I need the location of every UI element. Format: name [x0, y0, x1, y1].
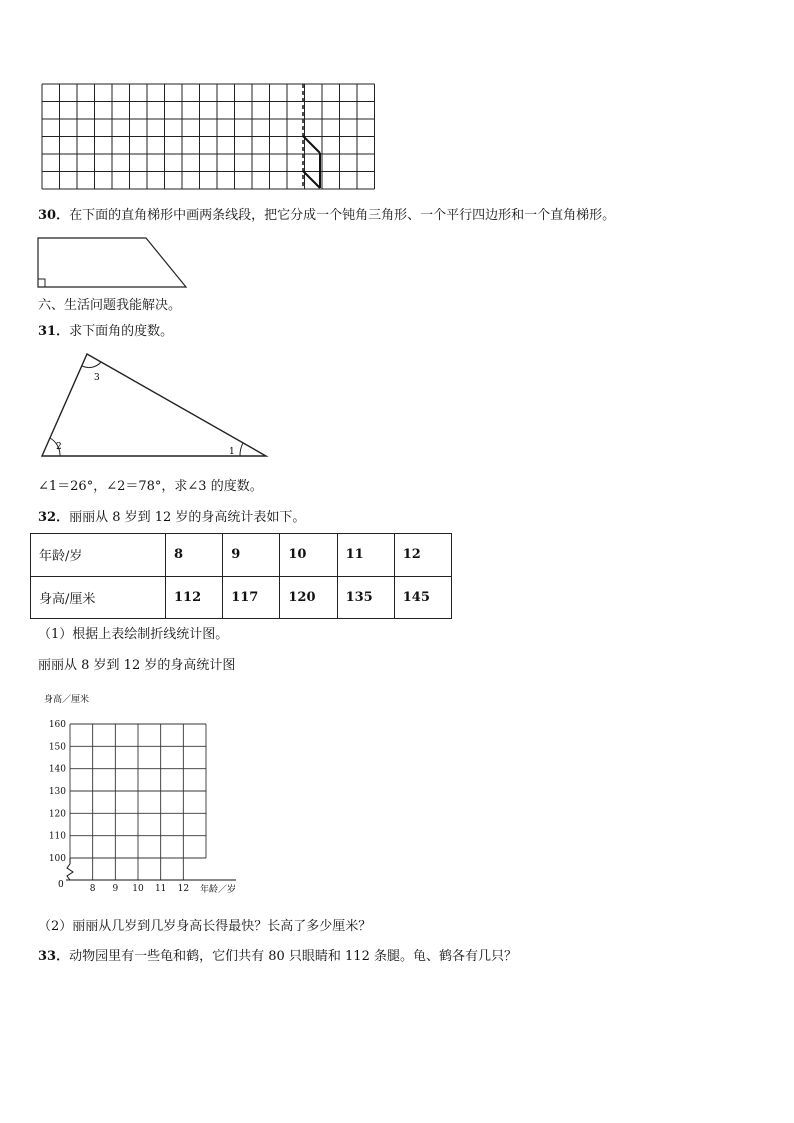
- question-30-number: 30．: [38, 208, 70, 223]
- question-32-text: 丽丽从 8 岁到 12 岁的身高统计表如下。: [69, 510, 306, 525]
- chart-y-tick-label: 160: [48, 720, 66, 730]
- question-32-sub2: （2）丽丽从几岁到几岁身高长得最快？长高了多少厘米？: [38, 919, 372, 934]
- question-33: [38, 948, 517, 966]
- table-cell-height: 120: [280, 576, 337, 619]
- angle-1-arc: [240, 443, 243, 456]
- question-33-text: 动物园里有一些龟和鹤，它们共有 80 只眼睛和 112 条腿。龟、鹤各有几只？: [69, 949, 517, 964]
- height-table: [30, 533, 452, 619]
- chart-x-axis-label: 年龄／岁: [200, 885, 237, 895]
- question-32-sub1: （1）根据上表绘制折线统计图。: [38, 627, 229, 642]
- table-row-header: 身高/厘米: [31, 576, 166, 619]
- table-cell-age: 8: [166, 534, 223, 577]
- chart-x-tick-label: 8: [89, 884, 96, 894]
- question-32: [38, 509, 305, 527]
- right-trapezoid: [36, 236, 190, 292]
- grid-figure: [40, 82, 376, 192]
- question-30-text: 在下面的直角梯形中画两条线段，把它分成一个钝角三角形、一个平行四边形和一个直角梯形。: [69, 208, 616, 223]
- section-6-title: 六、生活问题我能解决。: [38, 298, 182, 313]
- table-cell-age: 9: [223, 534, 280, 577]
- question-31-text: 求下面角的度数。: [69, 324, 174, 339]
- question-32-number: 32．: [38, 510, 70, 525]
- grid-shape-edge: [303, 136, 320, 153]
- angle-2-label: 2: [56, 442, 62, 452]
- angle-1-label: 1: [229, 447, 235, 457]
- chart-y-tick-label: 100: [48, 854, 66, 864]
- table-cell-height: 145: [394, 576, 451, 619]
- chart-y-axis-label: 身高／厘米: [44, 695, 90, 705]
- question-31: [38, 323, 173, 341]
- angle-3-label: 3: [94, 373, 100, 383]
- chart-x-tick-label: 12: [177, 884, 190, 894]
- question-30: [38, 207, 615, 225]
- question-31-given: ∠1＝26°，∠2＝78°，求∠3 的度数。: [38, 479, 263, 494]
- table-cell-height: 117: [223, 576, 280, 619]
- table-cell-height: 135: [337, 576, 394, 619]
- grid-shape-edge: [303, 171, 320, 188]
- height-chart: [36, 686, 256, 898]
- chart-origin-label: 0: [58, 880, 64, 890]
- chart-x-tick-label: 9: [112, 884, 119, 894]
- table-row-header: 年龄/岁: [31, 534, 166, 577]
- angle-3-arc: [82, 362, 101, 368]
- chart-heading: 丽丽从 8 岁到 12 岁的身高统计图: [38, 658, 236, 673]
- chart-x-tick-label: 10: [132, 884, 144, 894]
- chart-y-tick-label: 140: [48, 764, 66, 775]
- chart-y-tick-label: 110: [48, 831, 66, 842]
- chart-y-tick-label: 150: [48, 742, 66, 753]
- table-cell-age: 11: [337, 534, 394, 577]
- chart-y-tick-label: 130: [48, 787, 66, 797]
- chart-y-tick-label: 120: [48, 809, 66, 820]
- table-row: [31, 576, 452, 619]
- table-cell-age: 10: [280, 534, 337, 577]
- triangle-figure: [38, 350, 272, 462]
- table-row: [31, 534, 452, 577]
- chart-axis-break: [67, 864, 73, 880]
- chart-x-tick-label: 11: [154, 884, 167, 894]
- question-33-number: 33．: [38, 949, 70, 964]
- question-31-number: 31．: [38, 324, 70, 339]
- right-angle-mark: [38, 279, 45, 287]
- table-cell-height: 112: [166, 576, 223, 619]
- table-cell-age: 12: [394, 534, 451, 577]
